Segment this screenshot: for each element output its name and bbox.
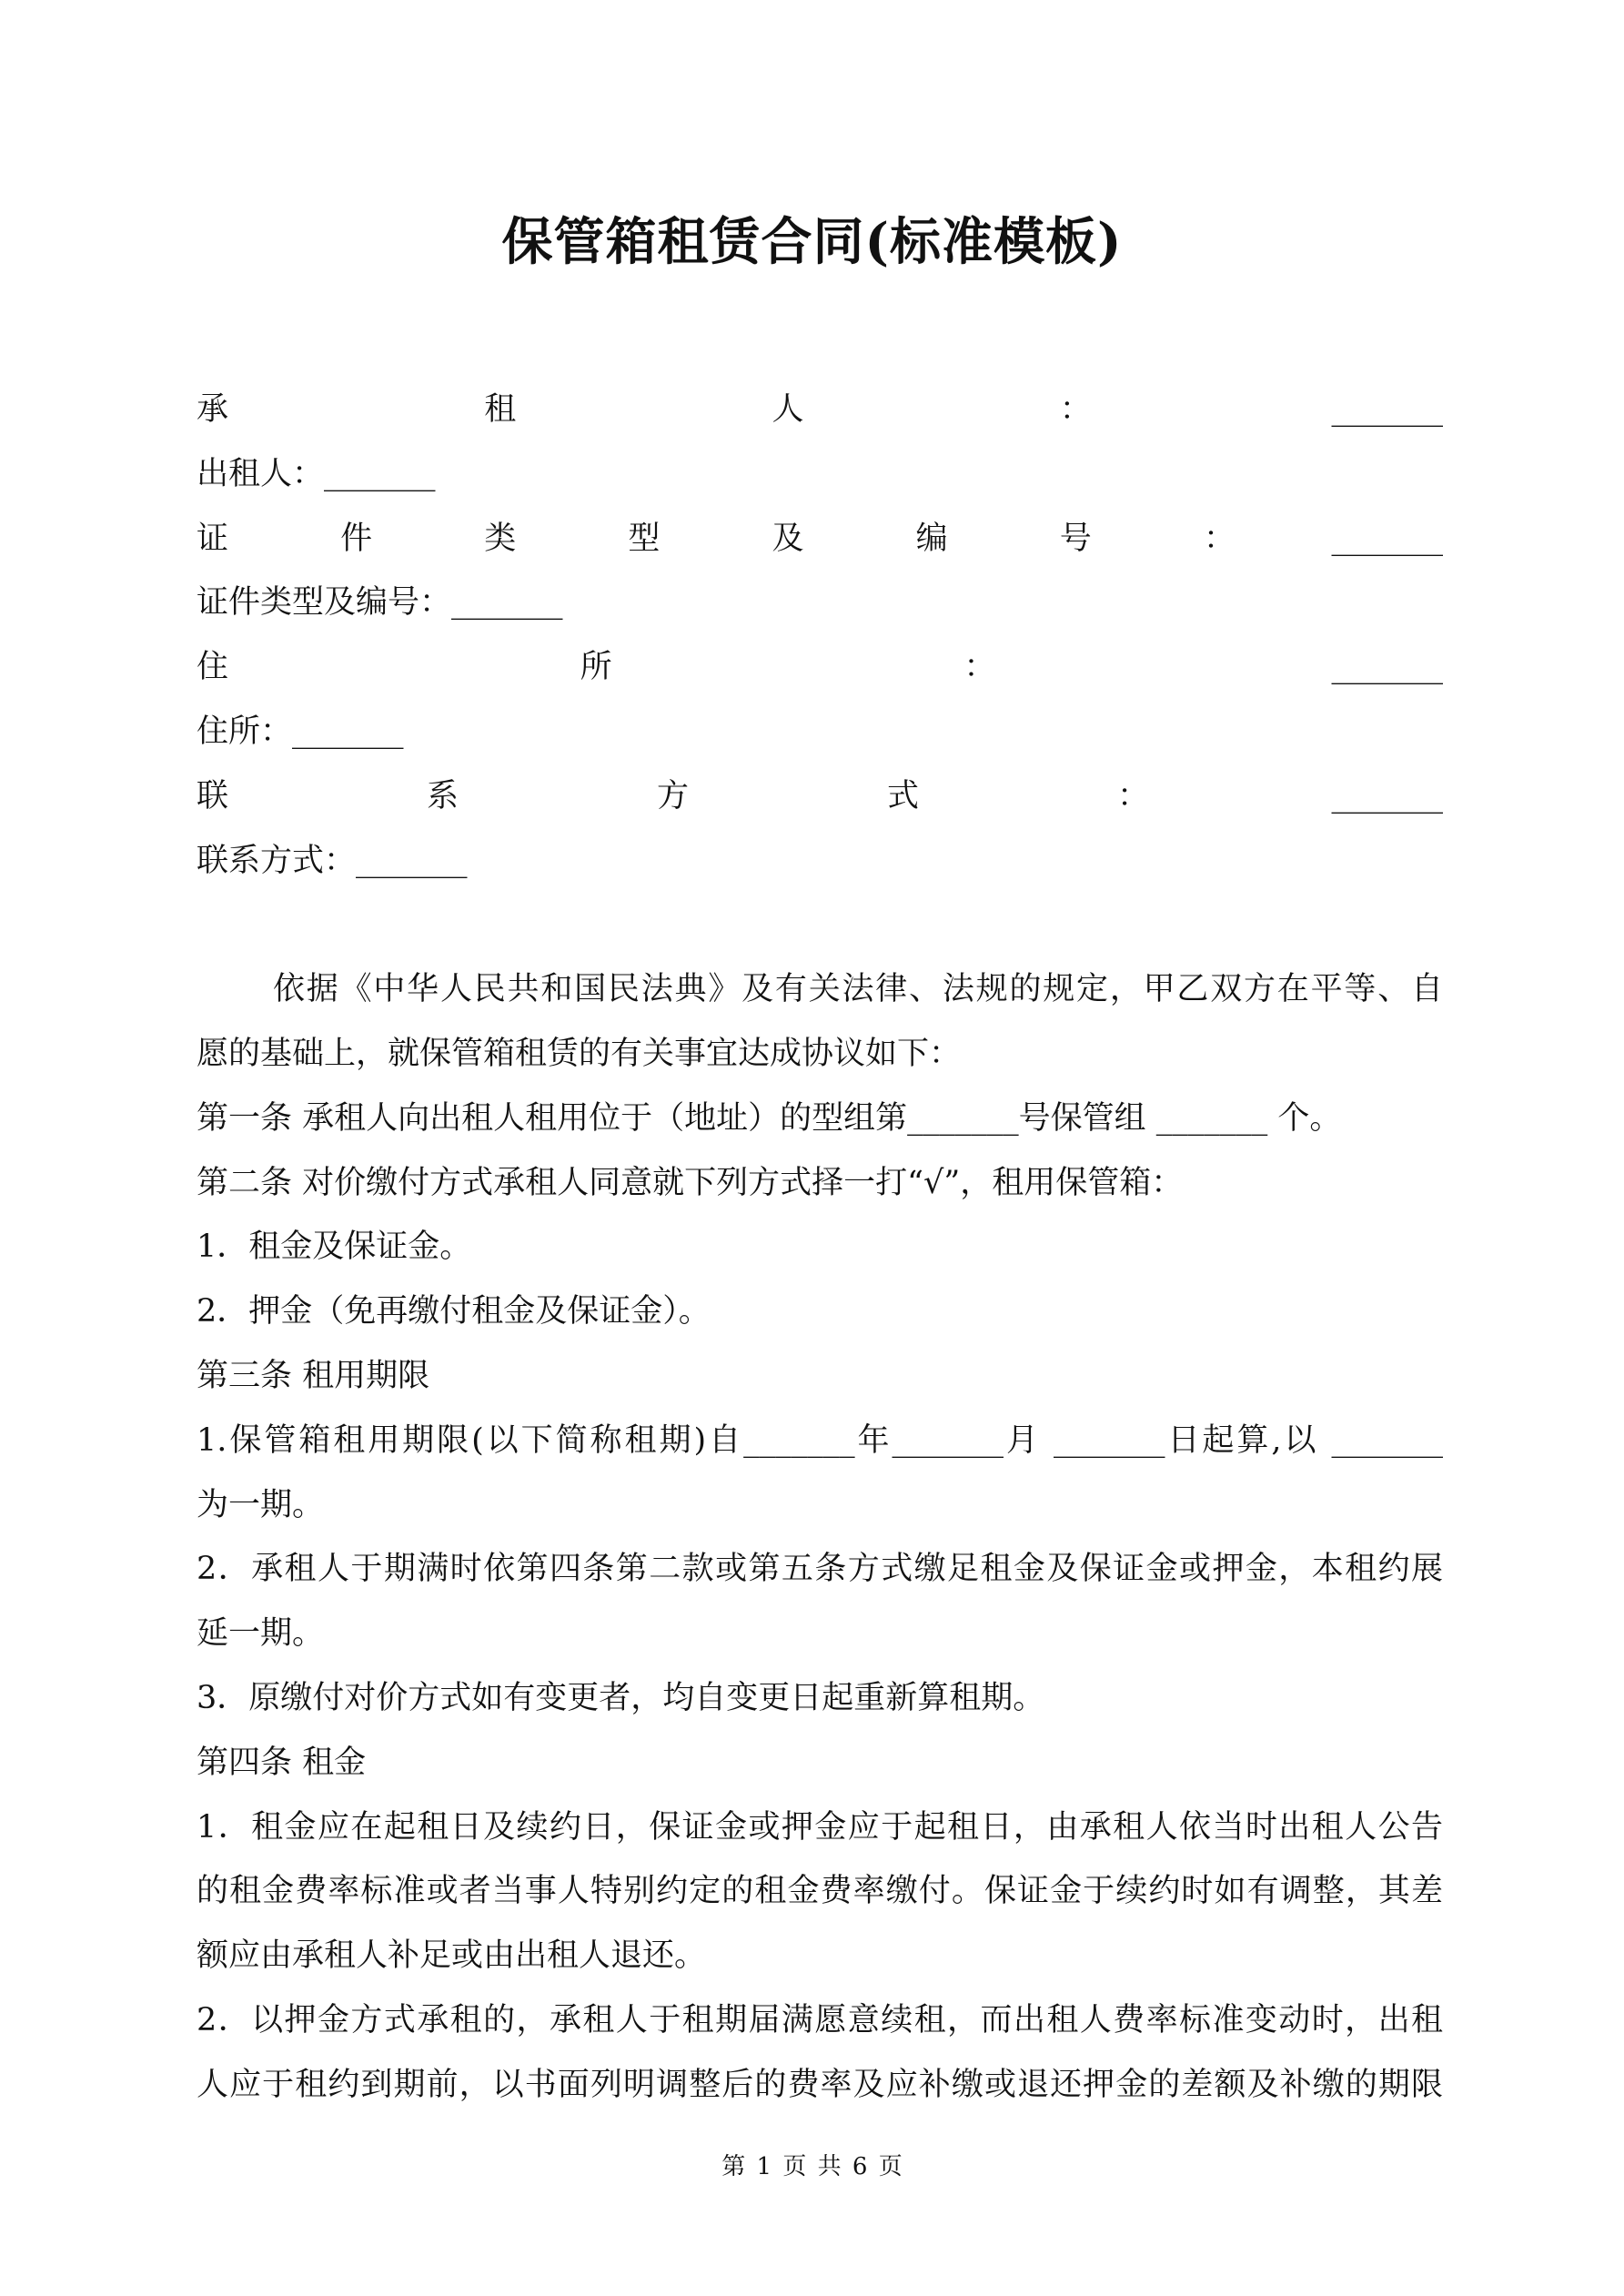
- clause-line: 为一期。: [197, 1486, 325, 1523]
- clause-line: 2．押金（免再缴付租金及保证金）。: [197, 1293, 711, 1330]
- clause-line: 第三条 租用期限: [197, 1357, 430, 1394]
- clause-line: 依据《中华人民共和国民法典》及有关法律、法规的规定，甲乙双方在平等、自: [273, 971, 1443, 1008]
- clause-line: 第四条 租金: [197, 1744, 367, 1781]
- clause-line: 的租金费率标准或者当事人特别约定的租金费率缴付。保证金于续约时如有调整，其差: [197, 1873, 1443, 1910]
- party-line: 联系方式：_______: [197, 842, 468, 879]
- clause-line: 额应由承租人补足或由出租人退还。: [197, 1937, 707, 1975]
- party-line: 出租人：_______: [197, 455, 436, 492]
- party-line: 证件类型及编号：_______: [197, 584, 563, 622]
- clause-line: 延一期。: [197, 1615, 325, 1653]
- clause-line: 第一条 承租人向出租人租用位于（地址）的型组第_______号保管组 _______ 个。: [197, 1099, 1342, 1137]
- clause-line: 3．原缴付对价方式如有变更者，均自变更日起重新算租期。: [197, 1679, 1045, 1716]
- party-line: 住 所 ： _______: [197, 649, 1443, 686]
- clause-line: 人应于租约到期前，以书面列明调整后的费率及应补缴或退还押金的差额及补缴的期限: [197, 2066, 1443, 2103]
- party-line: 承 租 人 ： _______: [197, 391, 1443, 428]
- document-body: [197, 378, 1443, 2118]
- clause-line: 2．承租人于期满时依第四条第二款或第五条方式缴足租金及保证金或押金，本租约展: [197, 1551, 1443, 1588]
- page-footer: 第 1 页 共 6 页: [721, 2153, 903, 2180]
- spacer: [197, 893, 1443, 957]
- clause-line: 1.保管箱租用期限(以下简称租期)自_______年_______月 _______日起算,以 _______: [197, 1421, 1443, 1459]
- clause-line: 第二条 对价缴付方式承租人同意就下列方式择一打“√”，租用保管箱：: [197, 1164, 1184, 1201]
- party-line: 住所：_______: [197, 713, 404, 750]
- document-title: 保管箱租赁合同(标准模板): [501, 212, 1123, 272]
- clause-line: 1．租金应在起租日及续约日，保证金或押金应于起租日，由承租人依当时出租人公告: [197, 1808, 1443, 1846]
- party-line: 证 件 类 型 及 编 号 ： _______: [197, 520, 1443, 557]
- clause-line: 2．以押金方式承租的，承租人于租期届满愿意续租，而出租人费率标准变动时，出租: [197, 2001, 1443, 2038]
- clause-line: 愿的基础上，就保管箱租赁的有关事宜达成协议如下：: [197, 1035, 962, 1072]
- clauses: [197, 957, 1443, 2117]
- clause-line: 1．租金及保证金。: [197, 1229, 472, 1266]
- party-line: 联 系 方 式 ： _______: [197, 777, 1443, 814]
